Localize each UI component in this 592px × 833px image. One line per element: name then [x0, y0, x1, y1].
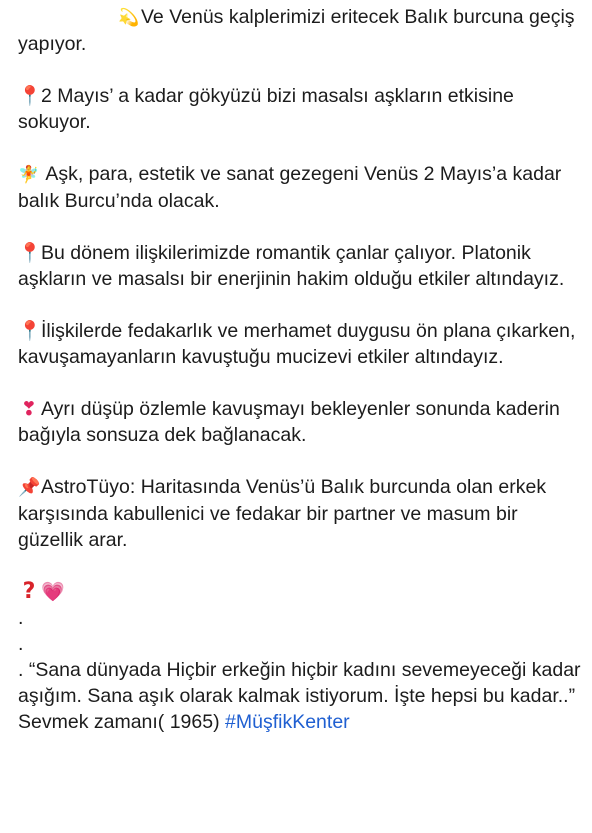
paragraph-text: Ayrı düşüp özlemle kavuşmayı bekleyenler sonunda kaderin bağıyla sonsuza dek bağlanacak. [18, 398, 560, 446]
post-body [18, 4, 584, 735]
paragraph-love-planet [18, 161, 584, 214]
pushpin-icon: 📌 [18, 477, 41, 498]
paragraph-text: İlişkilerde fedakarlık ve merhamet duygusu ön plana çıkarken, kavuşamayanların kavuştuğu mucizevi etkiler altındayız. [18, 320, 576, 368]
paragraph-astrotuyo [18, 474, 584, 553]
quote-source [18, 709, 584, 735]
paragraph-text: Bu dönem ilişkilerimizde romantik çanlar çalıyor. Platonik aşkların ve masalsı bir enerjinin hakim olduğu etkiler altındayız. [18, 242, 565, 290]
red-question-icon: ? [22, 579, 36, 604]
paragraph-text: 2 Mayıs’ a kadar gökyüzü bizi masalsı aşkların etkisine sokuyor. [18, 85, 514, 133]
round-pushpin-icon: 📍 [18, 85, 42, 107]
paragraph-text: AstroTüyo: Haritasında Venüs’ü Balık burcunda olan erkek karşısında kabullenici ve fedakar bir partner ve masum bir güzellik arar. [18, 476, 547, 551]
paragraph-sacrifice [18, 318, 584, 370]
emoji-line [18, 579, 584, 605]
dot-separator: . [18, 607, 24, 629]
quote-text: . “Sana dünyada Hiçbir erkeğin hiçbir kadını sevemeyeceği kadar aşığım. Sana aşık olarak kalmak istiyorum. İşte hepsi bu kadar..” [18, 659, 581, 707]
paragraph-reunion [18, 396, 584, 448]
hashtag-link[interactable]: #MüşfikKenter [225, 711, 350, 733]
paragraph-venus-pisces [18, 4, 584, 57]
paragraph-romantic-bells [18, 240, 584, 292]
paragraph-may-2 [18, 83, 584, 135]
fairy-icon: 🧚 [18, 165, 40, 185]
round-pushpin-icon: 📍 [18, 242, 42, 264]
dizzy-star-icon: 💫 [118, 8, 140, 28]
dot-separator: . [18, 633, 24, 655]
paragraph-text: Ve Venüs kalplerimizi eritecek Balık burcuna geçiş yapıyor. [18, 6, 575, 55]
source-title: Sevmek zamanı( 1965) [18, 711, 226, 733]
heart-exclamation-icon: ❣ [21, 398, 37, 420]
round-pushpin-icon: 📍 [18, 320, 42, 342]
growing-heart-icon: 💗 [41, 581, 65, 603]
paragraph-text: Aşk, para, estetik ve sanat gezegeni Venüs 2 Mayıs’a kadar balık Burcu’nda olacak. [18, 163, 562, 212]
